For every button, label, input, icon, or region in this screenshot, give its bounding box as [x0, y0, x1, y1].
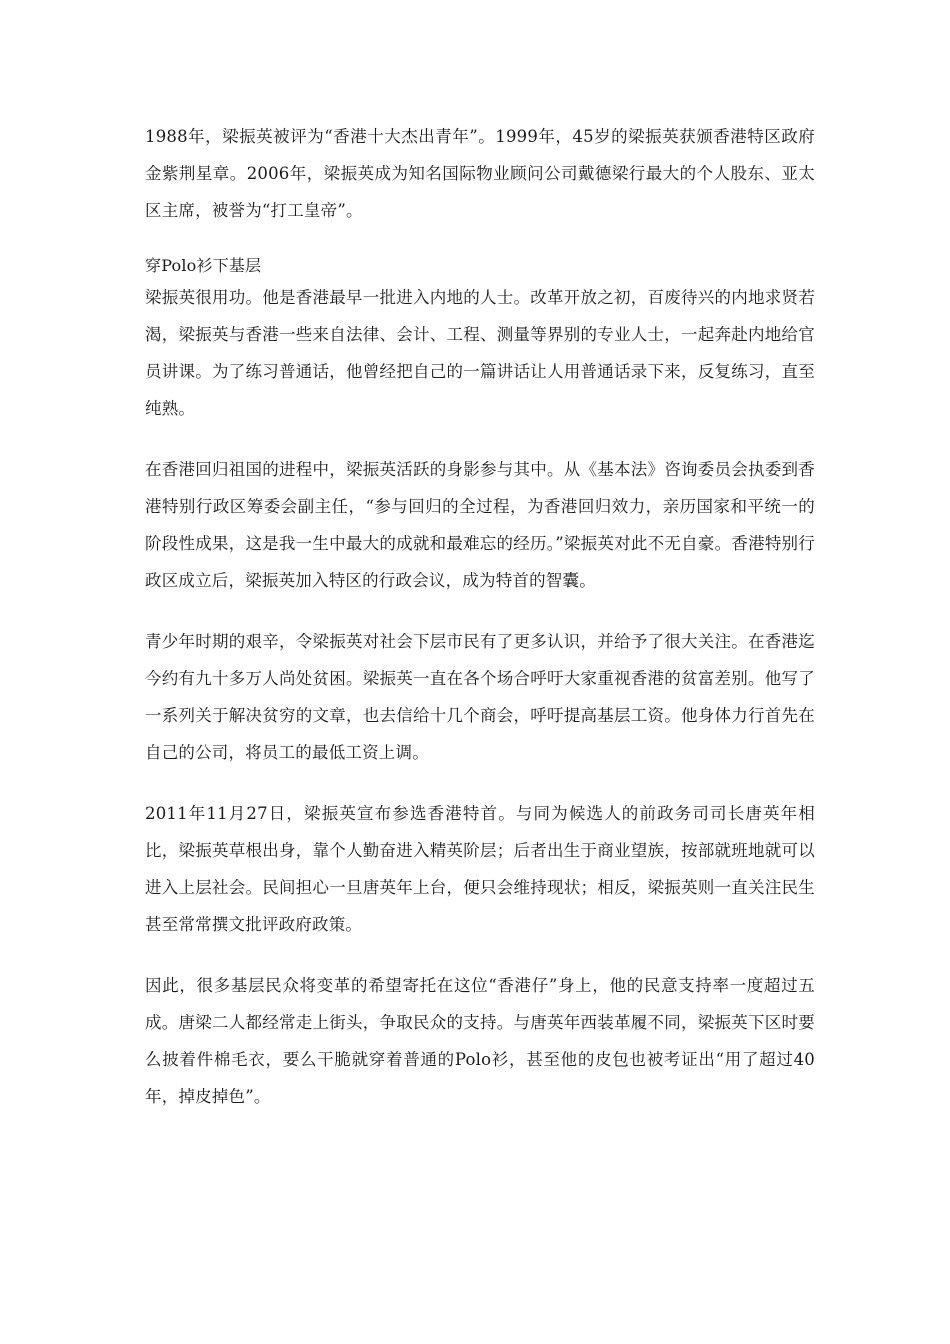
paragraph-gap: [145, 771, 815, 795]
paragraph-poverty: 青少年时期的艰辛，令梁振英对社会下层市民有了更多认识，并给予了很大关注。在香港迄今约有九十多万人尚处贫困。梁振英一直在各个场合呼吁大家重视香港的贫富差别。他写了一系列关于解决贫穷的文章，也去信给十几个商会，呼吁提高基层工资。他身体力行首先在自己的公司，将员工的最低工资上调。: [145, 632, 815, 762]
paragraph-awards: 1988年，梁振英被评为“香港十大杰出青年”。1999年，45岁的梁振英获颁香港特区政府金紫荆星章。2006年，梁振英成为知名国际物业顾问公司戴德梁行最大的个人股东、亚太区主席，被誉为“打工皇帝”。: [145, 127, 815, 220]
paragraph-gap: [145, 599, 815, 623]
paragraph-gap: [145, 943, 815, 967]
paragraph-diligence: 梁振英很用功。他是香港最早一批进入内地的人士。改革开放之初，百废待兴的内地求贤若渴，梁振英与香港一些来自法律、会计、工程、测量等界别的专业人士，一起奔赴内地给官员讲课。为了练习普通话，他曾经把自己的一篇讲话让人用普通话录下来，反复练习，直至纯熟。: [145, 288, 815, 418]
document-body: [145, 118, 815, 1115]
paragraph-election: 2011年11月27日，梁振英宣布参选香港特首。与同为候选人的前政务司司长唐英年相比，梁振英草根出身，靠个人勤奋进入精英阶层；后者出生于商业望族，按部就班地就可以进入上层社会。民间担心一旦唐英年上台，便只会维持现状；相反，梁振英则一直关注民生甚至常常撰文批评政府政策。: [145, 804, 815, 934]
paragraph-handover: 在香港回归祖国的进程中，梁振英活跃的身影参与其中。从《基本法》咨询委员会执委到香港特别行政区筹委会副主任，“参与回归的全过程，为香港回归效力，亲历国家和平统一的阶段性成果，这是我一生中最大的成就和最难忘的经历。”梁振英对此不无自豪。香港特别行政区成立后，梁振英加入特区的行政会议，成为特首的智囊。: [145, 460, 815, 590]
paragraph-support: 因此，很多基层民众将变革的希望寄托在这位“香港仔”身上，他的民意支持率一度超过五成。唐梁二人都经常走上街头，争取民众的支持。与唐英年西装革履不同，梁振英下区时要么披着件棉毛衣，要么干脆就穿着普通的Polo衫，甚至他的皮包也被考证出“用了超过40年，掉皮掉色”。: [145, 976, 815, 1106]
paragraph-gap: [145, 229, 815, 253]
section-heading: 穿Polo衫下基层: [145, 256, 262, 275]
paragraph-gap: [145, 427, 815, 451]
